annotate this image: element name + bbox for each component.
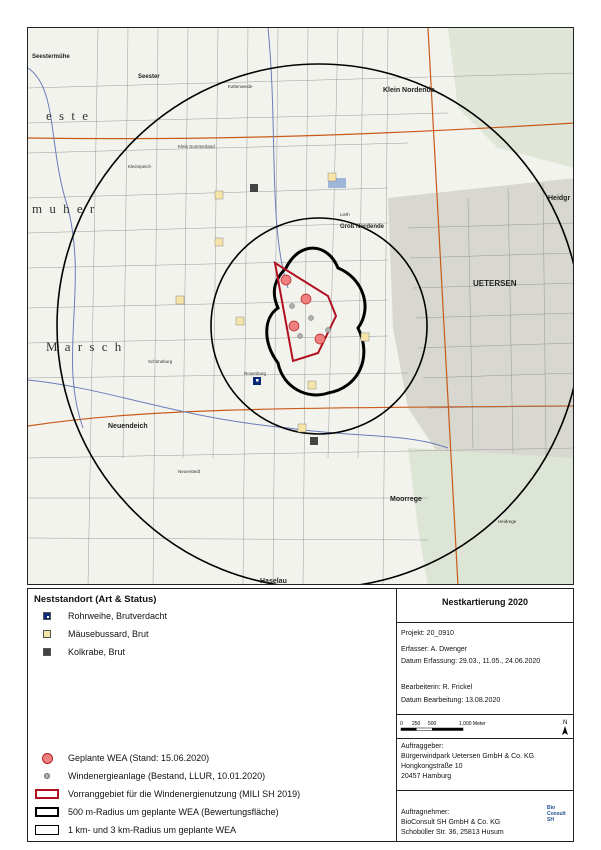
- project-number: Projekt: 20_0910: [401, 630, 454, 637]
- nest-buzzard: [176, 296, 184, 304]
- label-neuerstedt: Neuerstedt: [178, 469, 201, 474]
- label-seester: Seester: [138, 74, 160, 80]
- survey-dates: Datum Erfassung: 29.03., 11.05., 24.06.2020: [401, 658, 541, 665]
- client-name: Bürgerwindpark Uetersen GmbH & Co. KG: [401, 753, 535, 760]
- scale-label-0: 0: [400, 721, 403, 727]
- raven-symbol: [43, 648, 51, 656]
- map-panel: [27, 27, 574, 585]
- woodland-south: [408, 448, 574, 585]
- region-label-muher: m u h e r: [32, 201, 97, 216]
- contractor-label: Auftragnehmer:: [401, 809, 450, 816]
- title-box: [397, 589, 573, 623]
- legend-title: Neststandort (Art & Status): [34, 594, 157, 605]
- existing-turbine: [326, 328, 331, 333]
- map-title: Nestkartierung 2020: [441, 597, 529, 607]
- label-gross-nordende: Groß Nordende: [340, 224, 385, 230]
- buzzard-symbol: [43, 630, 51, 638]
- legend-label: Rohrweihe, Brutverdacht: [68, 611, 168, 621]
- info-panel: [397, 588, 574, 842]
- client-label: Auftraggeber:: [401, 743, 444, 750]
- nest-buzzard: [361, 333, 369, 341]
- region-label-top: e s t e: [46, 108, 90, 123]
- scale-bar: [397, 715, 573, 739]
- legend-item-existing-turbine: [34, 770, 265, 782]
- nest-buzzard: [308, 381, 316, 389]
- legend-item-1km-3km-radius: [34, 824, 236, 836]
- client-city: 20457 Hamburg: [401, 773, 452, 780]
- region-label-marsch: M a r s c h: [46, 339, 124, 354]
- client-street: Hongkongstraße 10: [401, 763, 463, 770]
- scale-bar-segment: [432, 728, 463, 731]
- map-canvas: [28, 28, 574, 585]
- label-lieth: Lieth: [340, 212, 350, 217]
- legend-label: Geplante WEA (Stand: 15.06.2020): [68, 753, 210, 763]
- label-heidrege: Heidrege: [498, 519, 517, 524]
- bioconsult-logo: Bio Consult SH: [547, 805, 566, 823]
- legend-label: Mäusebussard, Brut: [68, 629, 149, 639]
- contractor-street: Schobüller Str. 36, 25813 Husum: [401, 829, 504, 836]
- scale-label-1000: 1.000 Meter: [459, 721, 486, 727]
- edit-date: Datum Bearbeitung: 13.08.2020: [401, 697, 501, 704]
- legend-item-priority-area: [34, 788, 300, 800]
- label-kleinspeich: Kleinspeich: [128, 164, 152, 169]
- legend-panel: [27, 588, 397, 842]
- legend-label: Vorranggebiet für die Windenergienutzung (MILI SH 2019): [68, 789, 301, 799]
- legend-label: Kolkrabe, Brut: [68, 647, 126, 657]
- north-arrow-icon: [562, 726, 568, 735]
- label-uetersen: UETERSEN: [473, 279, 517, 288]
- existing-turbine: [290, 304, 295, 309]
- legend-label: Windenergieanlage (Bestand, LLUR, 10.01.2020): [68, 771, 266, 781]
- planned-turbine: [301, 294, 311, 304]
- label-klein-sommerland: Klein Sommerland: [178, 144, 215, 149]
- nest-buzzard: [215, 238, 223, 246]
- scale-box: [397, 715, 573, 739]
- north-label: N: [563, 720, 568, 726]
- nest-buzzard: [298, 424, 306, 432]
- legend-item-buzzard: [34, 628, 149, 640]
- existing-turbine: [309, 316, 314, 321]
- planned-turbine: [315, 334, 325, 344]
- nest-buzzard: [236, 317, 244, 325]
- planned-turbine: [289, 321, 299, 331]
- contractor-name: BioConsult SH GmbH & Co. KG: [401, 819, 501, 826]
- label-schoeneburg: Schöneburg: [148, 359, 173, 364]
- legend-item-500m-radius: [34, 806, 279, 818]
- planned-turbine: [281, 275, 291, 285]
- legend-item-planned-turbine: [34, 752, 209, 764]
- radius-500m-symbol: [35, 807, 59, 817]
- label-heidgraben: Heidgr: [548, 195, 571, 202]
- radius-1km-3km-symbol: [35, 825, 59, 835]
- scale-label-500: 500: [428, 721, 437, 727]
- legend-item-marsh-harrier: [34, 610, 167, 622]
- scale-label-250: 250: [412, 721, 421, 727]
- contractor-box: [397, 791, 573, 842]
- priority-area-symbol: [35, 789, 59, 799]
- label-klein-nordende: Klein Nordende: [383, 87, 435, 94]
- label-kaltenweide: Kaltenweide: [228, 84, 253, 89]
- existing-turbine: [298, 334, 303, 339]
- nest-raven: [250, 184, 258, 192]
- nest-raven: [310, 437, 318, 445]
- marsh-harrier-symbol: [43, 612, 51, 620]
- legend-item-raven: [34, 646, 125, 658]
- editor: Bearbeiterin: R. Frickel: [401, 684, 473, 691]
- project-box: [397, 623, 573, 715]
- surveyor: Erfasser: A. Dwenger: [401, 646, 468, 653]
- client-box: [397, 739, 573, 791]
- label-rosenburg: Rosenburg: [244, 371, 267, 376]
- label-neuendeich: Neuendeich: [108, 423, 148, 430]
- nest-marsh-harrier-dot: [256, 379, 259, 382]
- legend-label: 1 km- und 3 km-Radius um geplante WEA: [68, 825, 237, 835]
- label-haselau: Haselau: [260, 578, 287, 585]
- legend-label: 500 m-Radius um geplante WEA (Bewertungsfläche): [68, 807, 279, 817]
- planned-turbine-symbol: [42, 753, 53, 764]
- nest-buzzard: [215, 191, 223, 199]
- existing-turbine-symbol: [44, 773, 50, 779]
- label-moorrege: Moorrege: [390, 496, 422, 503]
- label-seestermuehe: Seestermühe: [32, 54, 70, 60]
- nest-buzzard: [328, 173, 336, 181]
- scale-bar-segment: [401, 728, 417, 731]
